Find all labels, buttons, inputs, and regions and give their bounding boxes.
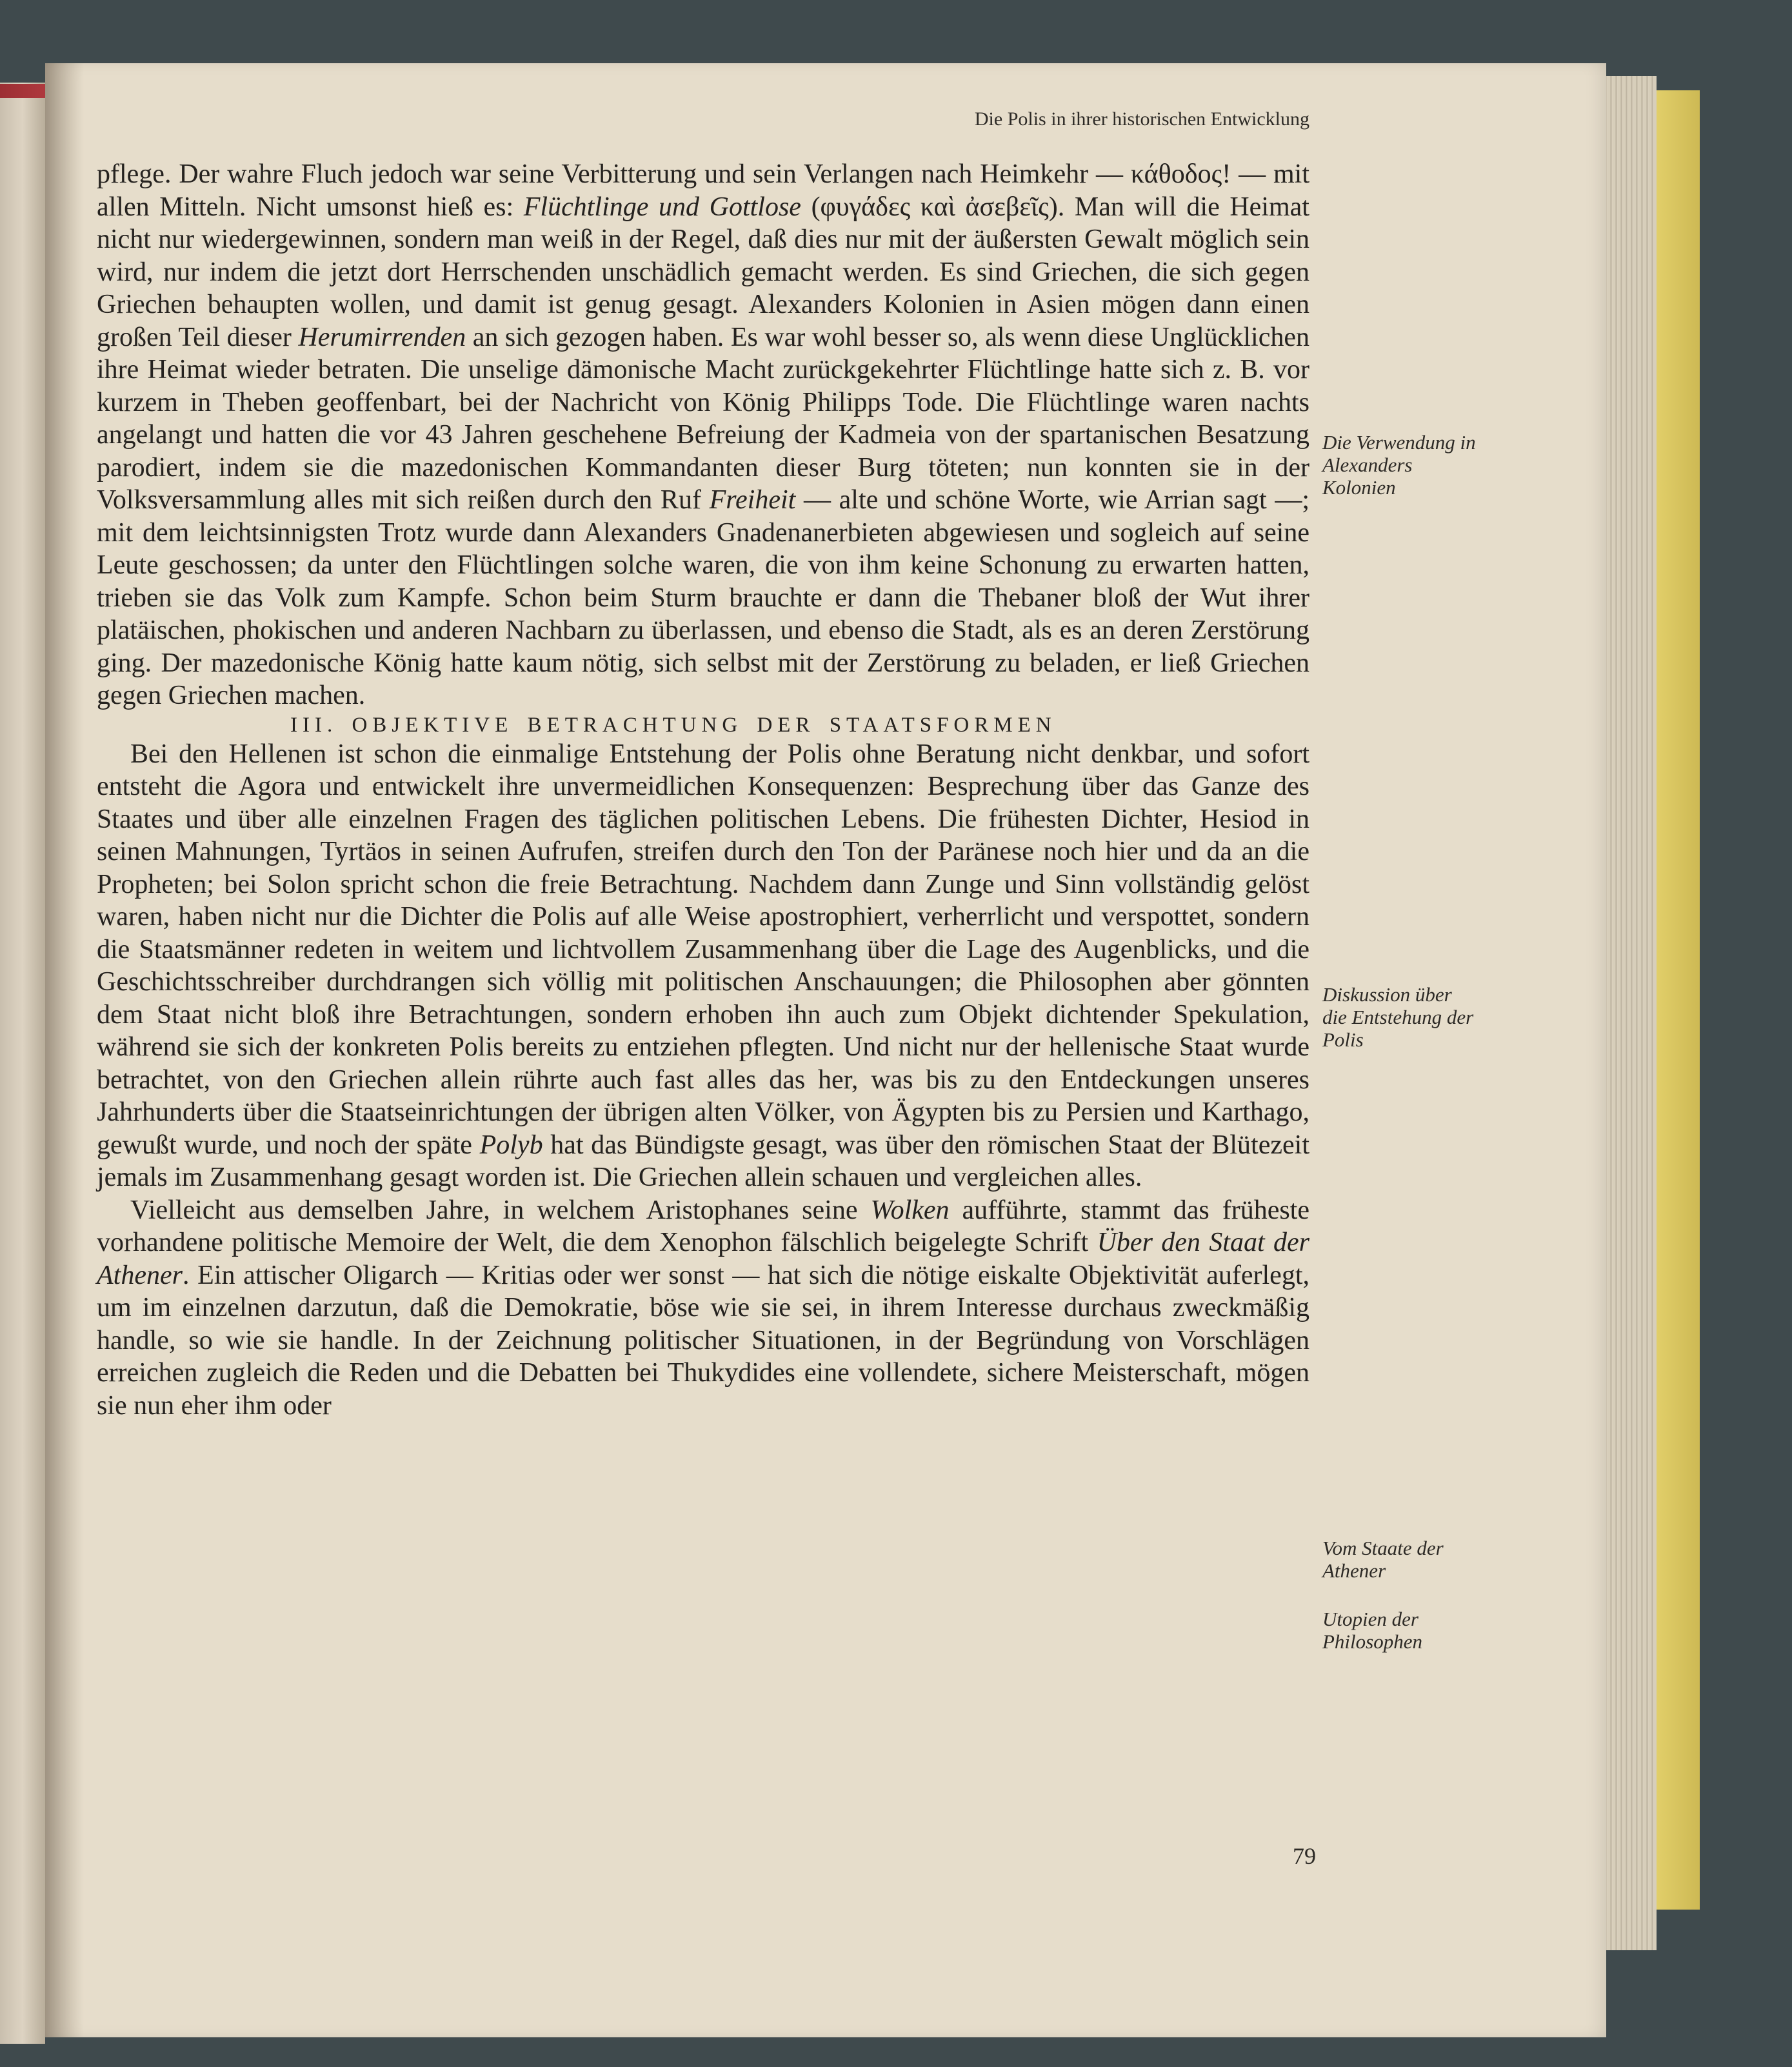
text-span: . Ein attischer Oligarch — Kritias oder wer sonst — hat sich die nötige eiskalte Objektivität auferlegt, um im einzelnen darzutun, daß die Demokratie, böse wie sie sei, in ihrem Interesse durchaus zweckmäßig handle, so wie sie handle. In der Zeichnung politischer Situationen, in der Begründung von Vorschlägen erreichen zugleich die Reden und die Debatten bei Thukydides eine vollendete, sichere Meisterschaft, mögen sie nun eher ihm oder <box>97 1260 1309 1421</box>
text-span: pflege. Der wahre Fluch jedoch war seine Verbitterung und sein Verlangen nach Heimkehr — κάθοδος! — mit allen Mitteln. Nicht umsonst hieß es: <box>97 159 1309 222</box>
paragraph-3 <box>97 1194 1309 1423</box>
paragraph-1 <box>97 158 1309 712</box>
italic-phrase: Polyb <box>479 1130 543 1160</box>
section-heading: III. OBJEKTIVE BETRACHTUNG DER STAATSFORMEN <box>290 713 1057 737</box>
page-number: 79 <box>1293 1843 1316 1869</box>
italic-phrase: Über den Staat der Athener <box>97 1228 1309 1290</box>
text-span: — alte und schöne Worte, wie Arrian sagt —; mit dem leichtsinnigsten Trotz wurde dann Alexanders Gnadenanerbieten abgewiesen und sogleich auf seine Leute geschossen; da unter den Flüchtlingen solche waren, die von ihm keine Schonung zu erwarten hatten, trieben sie das Volk zum Kampfe. Schon beim Sturm brauchte er dann die Thebaner bloß der Wut ihrer platäischen, phokischen und anderen Nachbarn zu überlassen, und ebenso die Stadt, als es an deren Zerstörung ging. Der mazedonische König hatte kaum nötig, sich selbst mit der Zerstörung zu beladen, er ließ Griechen gegen Griechen machen. <box>97 485 1310 710</box>
facing-page-edge <box>0 83 45 2044</box>
gutter-shadow <box>45 63 84 2037</box>
italic-phrase: Herumirrenden <box>298 322 466 352</box>
text-span: Bei den Hellenen ist schon die einmalige Entstehung der Polis ohne Beratung nicht denkbar, und sofort entsteht die Agora und entwickelt ihre unvermeidlichen Konsequenzen: Besprechung über das Ganze des Staates und über alle einzelnen Fragen des täglichen politischen Lebens. Die frühesten Dichter, Hesiod in seinen Mahnungen, Tyrtäos in seinen Aufrufen, streifen durch den Ton der Paränese noch hier und da an die Propheten; bei Solon spricht schon die freie Betrachtung. Nachdem dann Zunge und Sinn vollständig gelöst waren, haben nicht nur die Dichter die Polis auf alle Weise apostrophiert, verherrlicht und verspottet, sondern die Staatsmänner redeten in weitem und lichtvollem Zusammenhang über die Lage des Augenblicks, und die Geschichtsschreiber durchdrangen sich völlig mit politischen Anschauungen; die Philosophen aber gönnten dem Staat nicht bloß ihre Betrachtungen, sondern erhoben ihn auch zum Objekt dichtender Spekulation, während sie sich der konkreten Polis bereits zu entziehen pflegten. Und nicht nur der hellenische Staat wurde betrachtet, von den Griechen allein rührte auch fast alles das her, was bis zu den Entdeckungen unseres Jahrhunderts über die Staatseinrichtungen der übrigen alten Völker, von Ägypten bis zu Persien und Karthago, gewußt wurde, und noch der späte <box>97 739 1309 1160</box>
margin-note-vom-staate: Vom Staate der Athener <box>1322 1537 1444 1582</box>
italic-phrase: Flüchtlinge und Gottlose <box>523 192 801 222</box>
text-span: aufführte, stammt das früheste vorhandene politische Memoire der Welt, die dem Xenophon fälschlich beigelegte Schrift <box>97 1195 1309 1257</box>
text-span: an sich gezogen haben. Es war wohl besser so, als wenn diese Unglücklichen ihre Heimat wieder betraten. Die unselige dämonische Macht zurückgekehrter Flüchtlinge hatte sich z. B. vor kurzem in Theben geoffenbart, bei der Nachricht von König Philipps Tode. Die Flüchtlinge waren nachts angelangt und hatten die vor 43 Jahren geschehene Befreiung der Kadmeia von der spartanischen Besatzung parodiert, indem sie die mazedonischen Kommandanten dieser Burg töteten; nun konnten sie in der Volksversammlung alles mit sich reißen durch den Ruf <box>97 322 1309 515</box>
margin-note-utopien: Utopien der Philosophen <box>1322 1608 1422 1653</box>
text-span: hat das Bündigste gesagt, was über den römischen Staat der Blütezeit jemals im Zusammenhang gesagt worden ist. Die Griechen allein schauen und vergleichen alles. <box>97 1130 1309 1192</box>
margin-note-alexanders-kolonien: Die Verwendung in Alexanders Kolonien <box>1322 431 1476 499</box>
main-text <box>97 158 1309 1422</box>
text-span: (φυγάδες καὶ ἀσεβεῖς). Man will die Heimat nicht nur wiedergewinnen, sondern man weiß in der Regel, daß dies nur mit der äußersten Gewalt möglich sein wird, nur indem die jetzt dort Herrschenden unschädlich gemacht werden. Es sind Griechen, die sich gegen Griechen behaupten wollen, und damit ist genug gesagt. Alexanders Kolonien in Asien mögen dann einen großen Teil dieser <box>97 192 1309 352</box>
italic-phrase: Wolken <box>870 1195 950 1225</box>
italic-phrase: Freiheit <box>709 485 796 515</box>
text-span: Vielleicht aus demselben Jahre, in welchem Aristophanes seine <box>130 1195 871 1225</box>
margin-note-diskussion: Diskussion über die Entstehung der Polis <box>1322 983 1474 1051</box>
running-head: Die Polis in ihrer historischen Entwicklung <box>974 108 1309 130</box>
paragraph-2 <box>97 738 1309 1194</box>
